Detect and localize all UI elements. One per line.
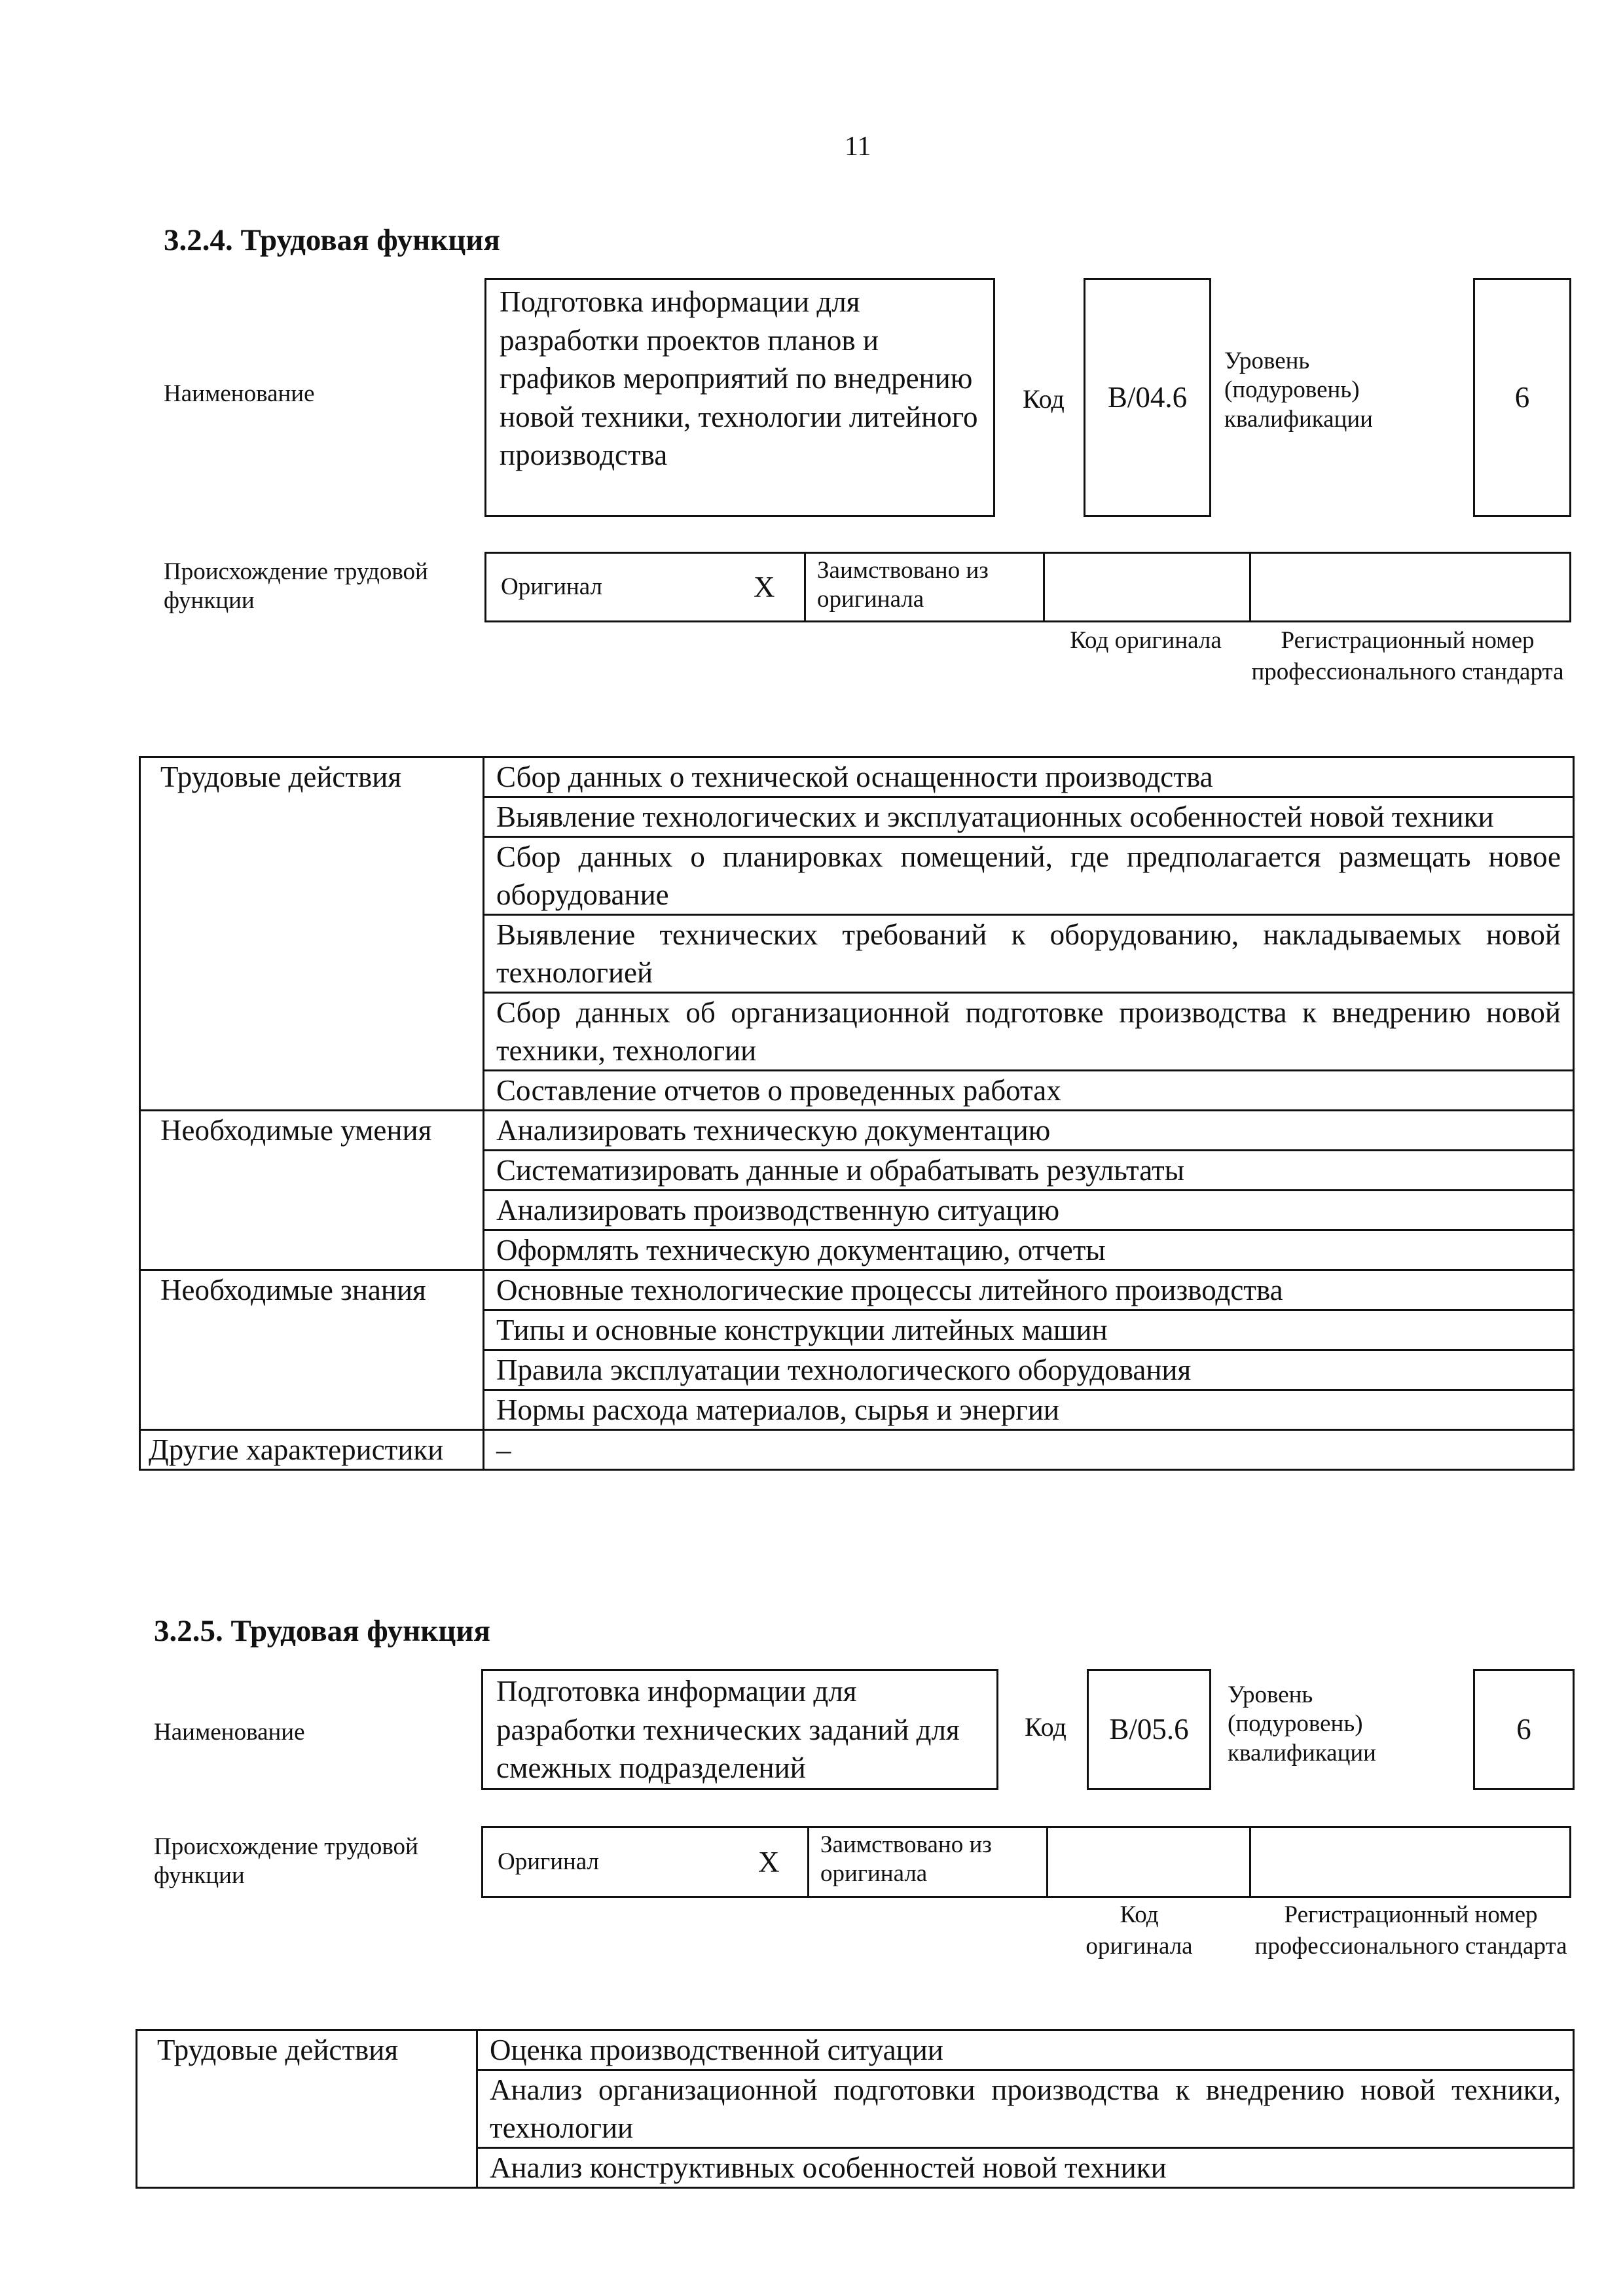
action-item: Составление отчетов о проведенных работах <box>484 1071 1574 1111</box>
function-name-box <box>484 278 995 517</box>
action-item: Оценка производственной ситуации <box>477 2030 1574 2070</box>
knowledge-item: Правила эксплуатации технологического оборудования <box>484 1350 1574 1390</box>
original-label: Оригинал <box>501 573 603 600</box>
divider <box>1043 554 1045 620</box>
skill-item: Анализировать техническую документацию <box>484 1111 1574 1151</box>
table-row <box>140 757 1574 797</box>
requirements-table <box>139 756 1575 1471</box>
action-item: Выявление технологических и эксплуатационных особенностей новой техники <box>484 797 1574 837</box>
other-value: – <box>484 1430 1574 1470</box>
original-label: Оригинал <box>498 1848 600 1875</box>
divider <box>1249 554 1251 620</box>
name-label: Наименование <box>154 1719 305 1746</box>
skill-item: Анализировать производственную ситуацию <box>484 1191 1574 1230</box>
actions-label: Трудовые действия <box>137 2030 477 2188</box>
origin-table <box>481 1826 1571 1898</box>
table-row <box>140 1270 1574 1310</box>
skill-item: Оформлять техническую документацию, отчеты <box>484 1230 1574 1270</box>
level-value: 6 <box>1516 1713 1531 1746</box>
borrowed-label: Заимствовано из оригинала <box>820 1831 992 1888</box>
requirements-table <box>136 2029 1575 2189</box>
level-box <box>1473 1669 1575 1790</box>
action-item: Анализ конструктивных особенностей новой техники <box>477 2148 1574 2188</box>
code-label: Код <box>1023 384 1065 414</box>
table-row <box>140 1430 1574 1470</box>
action-item: Сбор данных о технической оснащенности производства <box>484 757 1574 797</box>
level-value: 6 <box>1514 381 1530 414</box>
function-name: Подготовка информации для разработки технических заданий для смежных подразделений <box>496 1675 960 1784</box>
function-name-box <box>481 1669 998 1790</box>
section-heading: 3.2.4. Трудовая функция <box>164 223 500 257</box>
skill-item: Систематизировать данные и обрабатывать результаты <box>484 1151 1574 1191</box>
original-mark: X <box>754 570 775 603</box>
section-heading: 3.2.5. Трудовая функция <box>154 1614 490 1648</box>
reg-number-caption: Регистрационный номер профессионального стандарта <box>1251 627 1564 685</box>
divider <box>807 1828 809 1896</box>
divider <box>1046 1828 1048 1896</box>
borrowed-label: Заимствовано из оригинала <box>817 557 989 613</box>
code-original-caption: Код оригинала <box>1070 627 1222 654</box>
code-original-caption: Код оригинала <box>1085 1901 1193 1960</box>
function-name: Подготовка информации для разработки проектов планов и графиков мероприятий по внедрению новой техники, технологии литейного производства <box>500 285 978 471</box>
knowledge-item: Типы и основные конструкции литейных машин <box>484 1310 1574 1350</box>
divider <box>1249 1828 1251 1896</box>
actions-label: Трудовые действия <box>140 757 484 1111</box>
knowledge-item: Основные технологические процессы литейного производства <box>484 1270 1574 1310</box>
origin-label: Происхождение трудовой функции <box>154 1833 418 1890</box>
level-label: Уровень (подуровень) квалификации <box>1224 348 1373 433</box>
skills-label: Необходимые умения <box>140 1111 484 1270</box>
other-label: Другие характеристики <box>140 1430 484 1470</box>
code-box <box>1087 1669 1211 1790</box>
reg-number-caption: Регистрационный номер профессионального стандарта <box>1254 1901 1567 1960</box>
level-label: Уровень (подуровень) квалификации <box>1228 1681 1376 1767</box>
action-item: Сбор данных о планировках помещений, где предполагается размещать новое оборудование <box>484 837 1574 915</box>
action-item: Выявление технических требований к оборудованию, накладываемых новой технологией <box>484 915 1574 993</box>
code-label: Код <box>1025 1712 1067 1742</box>
page-number: 11 <box>845 132 871 162</box>
level-box <box>1473 278 1571 517</box>
table-row <box>140 1111 1574 1151</box>
knowledge-label: Необходимые знания <box>140 1270 484 1430</box>
name-label: Наименование <box>164 380 315 407</box>
origin-table <box>484 552 1571 622</box>
action-item: Анализ организационной подготовки производства к внедрению новой техники, технологии <box>477 2070 1574 2148</box>
code-box <box>1084 278 1211 517</box>
original-mark: X <box>758 1845 780 1878</box>
origin-label: Происхождение трудовой функции <box>164 558 428 615</box>
divider <box>804 554 806 620</box>
knowledge-item: Нормы расхода материалов, сырья и энергии <box>484 1390 1574 1430</box>
code-value: B/05.6 <box>1109 1713 1189 1746</box>
table-row <box>137 2030 1574 2070</box>
action-item: Сбор данных об организационной подготовке производства к внедрению новой техники, технологии <box>484 993 1574 1071</box>
code-value: B/04.6 <box>1107 381 1188 414</box>
